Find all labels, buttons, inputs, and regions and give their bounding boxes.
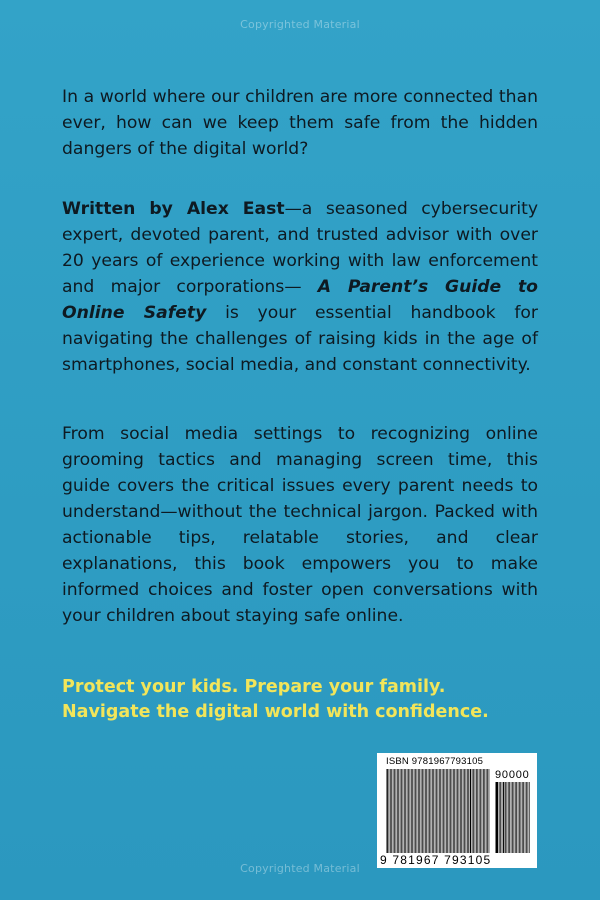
barcode-bar <box>475 769 476 853</box>
author-description: —a seasoned cybersecurity expert, devoted parent, and trusted advisor with over 20 years of experience working with law enforcement and major corporations— <box>62 199 539 297</box>
barcode-bar <box>417 769 418 853</box>
barcode-bar <box>390 769 391 853</box>
barcode-bar <box>407 769 408 853</box>
barcode-bar <box>518 782 519 853</box>
barcode-bar <box>470 769 471 853</box>
barcode-bar <box>447 769 448 853</box>
barcode-bar <box>424 769 425 853</box>
barcode-bar <box>514 782 515 853</box>
barcode-digits: 9 781967 793105 <box>380 853 492 867</box>
barcode-bar <box>487 769 488 853</box>
barcode-bar <box>529 782 530 853</box>
barcode-bar <box>461 769 462 853</box>
price-code: 90000 <box>495 769 530 781</box>
barcode-bar <box>404 769 405 853</box>
barcode-bar <box>433 769 434 853</box>
barcode-bar <box>515 782 516 853</box>
barcode-bar <box>516 782 517 853</box>
barcode-bar <box>403 769 404 853</box>
barcode-bar <box>484 769 485 853</box>
barcode-bar <box>398 769 399 853</box>
author-credit: Written by Alex East <box>62 199 285 219</box>
barcode-bar <box>401 769 402 853</box>
barcode-bar <box>445 769 446 853</box>
barcode-bar <box>422 769 423 853</box>
barcode-bar <box>512 782 513 853</box>
barcode-bar <box>400 769 401 853</box>
barcode-bar <box>499 782 500 853</box>
barcode-bar <box>435 769 436 853</box>
barcode-bar <box>415 769 416 853</box>
isbn-label: ISBN 9781967793105 <box>386 756 484 767</box>
barcode-bar <box>509 782 510 853</box>
barcode-bar <box>466 769 467 853</box>
barcode-bar <box>479 769 480 853</box>
barcode-bar <box>421 769 422 853</box>
barcode-bar <box>464 769 465 853</box>
barcode-bar <box>459 769 460 853</box>
book-title: A Parent’s Guide to Online Safety <box>62 277 538 323</box>
barcode-bar <box>456 769 457 853</box>
barcode-bar <box>418 769 419 853</box>
barcode-bar <box>473 769 474 853</box>
addon-barcode-bars-icon <box>495 782 531 853</box>
summary-paragraph: From social media settings to recognizing online grooming tactics and managing screen time, this guide covers the critical issues every parent needs to understand—without the technical jargon. Packed with actionable tips, relatable stories, and clear explanations, this book empowers you to make informed choices and foster open conversations with your children about staying safe online. <box>62 424 538 626</box>
barcode-bar <box>394 769 395 853</box>
barcode-bar <box>396 769 397 853</box>
barcode-bar <box>426 769 427 853</box>
barcode-bar <box>393 769 394 853</box>
barcode-bar <box>511 782 512 853</box>
barcode-bar <box>414 769 415 853</box>
barcode-bar <box>460 769 461 853</box>
barcode-bar <box>431 769 432 853</box>
barcode-bar <box>432 769 433 853</box>
barcode-bar <box>503 782 504 853</box>
barcode-bar <box>436 769 437 853</box>
barcode-bar <box>477 769 478 853</box>
barcode-bar <box>450 769 451 853</box>
barcode-bar <box>457 769 458 853</box>
barcode-bar <box>391 769 392 853</box>
barcode-bar <box>389 769 390 853</box>
barcode-bar <box>443 769 444 853</box>
barcode-bar <box>438 769 439 853</box>
barcode-bar <box>519 782 520 853</box>
barcode-bars-icon <box>386 769 490 853</box>
barcode-bar <box>505 782 506 853</box>
barcode-bar <box>463 769 464 853</box>
watermark-bottom: Copyrighted Material <box>240 862 360 875</box>
barcode-bar <box>429 769 430 853</box>
barcode-bar <box>500 782 501 853</box>
barcode-bar <box>476 769 477 853</box>
barcode-bar <box>523 782 524 853</box>
barcode-bar <box>486 769 487 853</box>
barcode-bar <box>408 769 409 853</box>
barcode-bar <box>496 782 499 853</box>
barcode-bar <box>502 782 503 853</box>
barcode-bar <box>472 769 473 853</box>
barcode-bar <box>453 769 454 853</box>
intro-paragraph: In a world where our children are more connected than ever, how can we keep them safe from the hidden dangers of the digital world? <box>62 87 538 159</box>
barcode-bar <box>528 782 529 853</box>
barcode-bar <box>508 782 509 853</box>
barcode-bar <box>482 769 483 853</box>
watermark-top: Copyrighted Material <box>240 18 360 31</box>
barcode-bar <box>410 769 411 853</box>
barcode-bar <box>468 769 469 853</box>
barcode-bar <box>454 769 455 853</box>
barcode-bar <box>419 769 420 853</box>
barcode-bar <box>446 769 447 853</box>
barcode-bar <box>428 769 429 853</box>
barcode-bar <box>521 782 522 853</box>
barcode-bar <box>440 769 441 853</box>
barcode-bar <box>387 769 388 853</box>
barcode-bar <box>525 782 526 853</box>
isbn-barcode <box>377 753 537 868</box>
author-paragraph <box>62 196 538 378</box>
barcode-bar <box>452 769 453 853</box>
barcode-bar <box>522 782 523 853</box>
barcode-bar <box>405 769 406 853</box>
barcode-bar <box>442 769 443 853</box>
book-description: is your essential handbook for navigating the challenges of raising kids in the age of smartphones, social media, and constant connectivity. <box>62 303 538 375</box>
barcode-bar <box>397 769 398 853</box>
tagline: Protect your kids. Prepare your family. Navigate the digital world with confidence. <box>62 677 489 722</box>
barcode-bar <box>449 769 450 853</box>
barcode-bar <box>467 769 468 853</box>
barcode-bar <box>480 769 481 853</box>
barcode-bar <box>526 782 527 853</box>
barcode-bar <box>439 769 440 853</box>
barcode-bar <box>411 769 412 853</box>
barcode-bar <box>507 782 508 853</box>
barcode-bar <box>425 769 426 853</box>
barcode-bar <box>489 769 490 853</box>
barcode-bar <box>412 769 413 853</box>
barcode-bar <box>483 769 484 853</box>
